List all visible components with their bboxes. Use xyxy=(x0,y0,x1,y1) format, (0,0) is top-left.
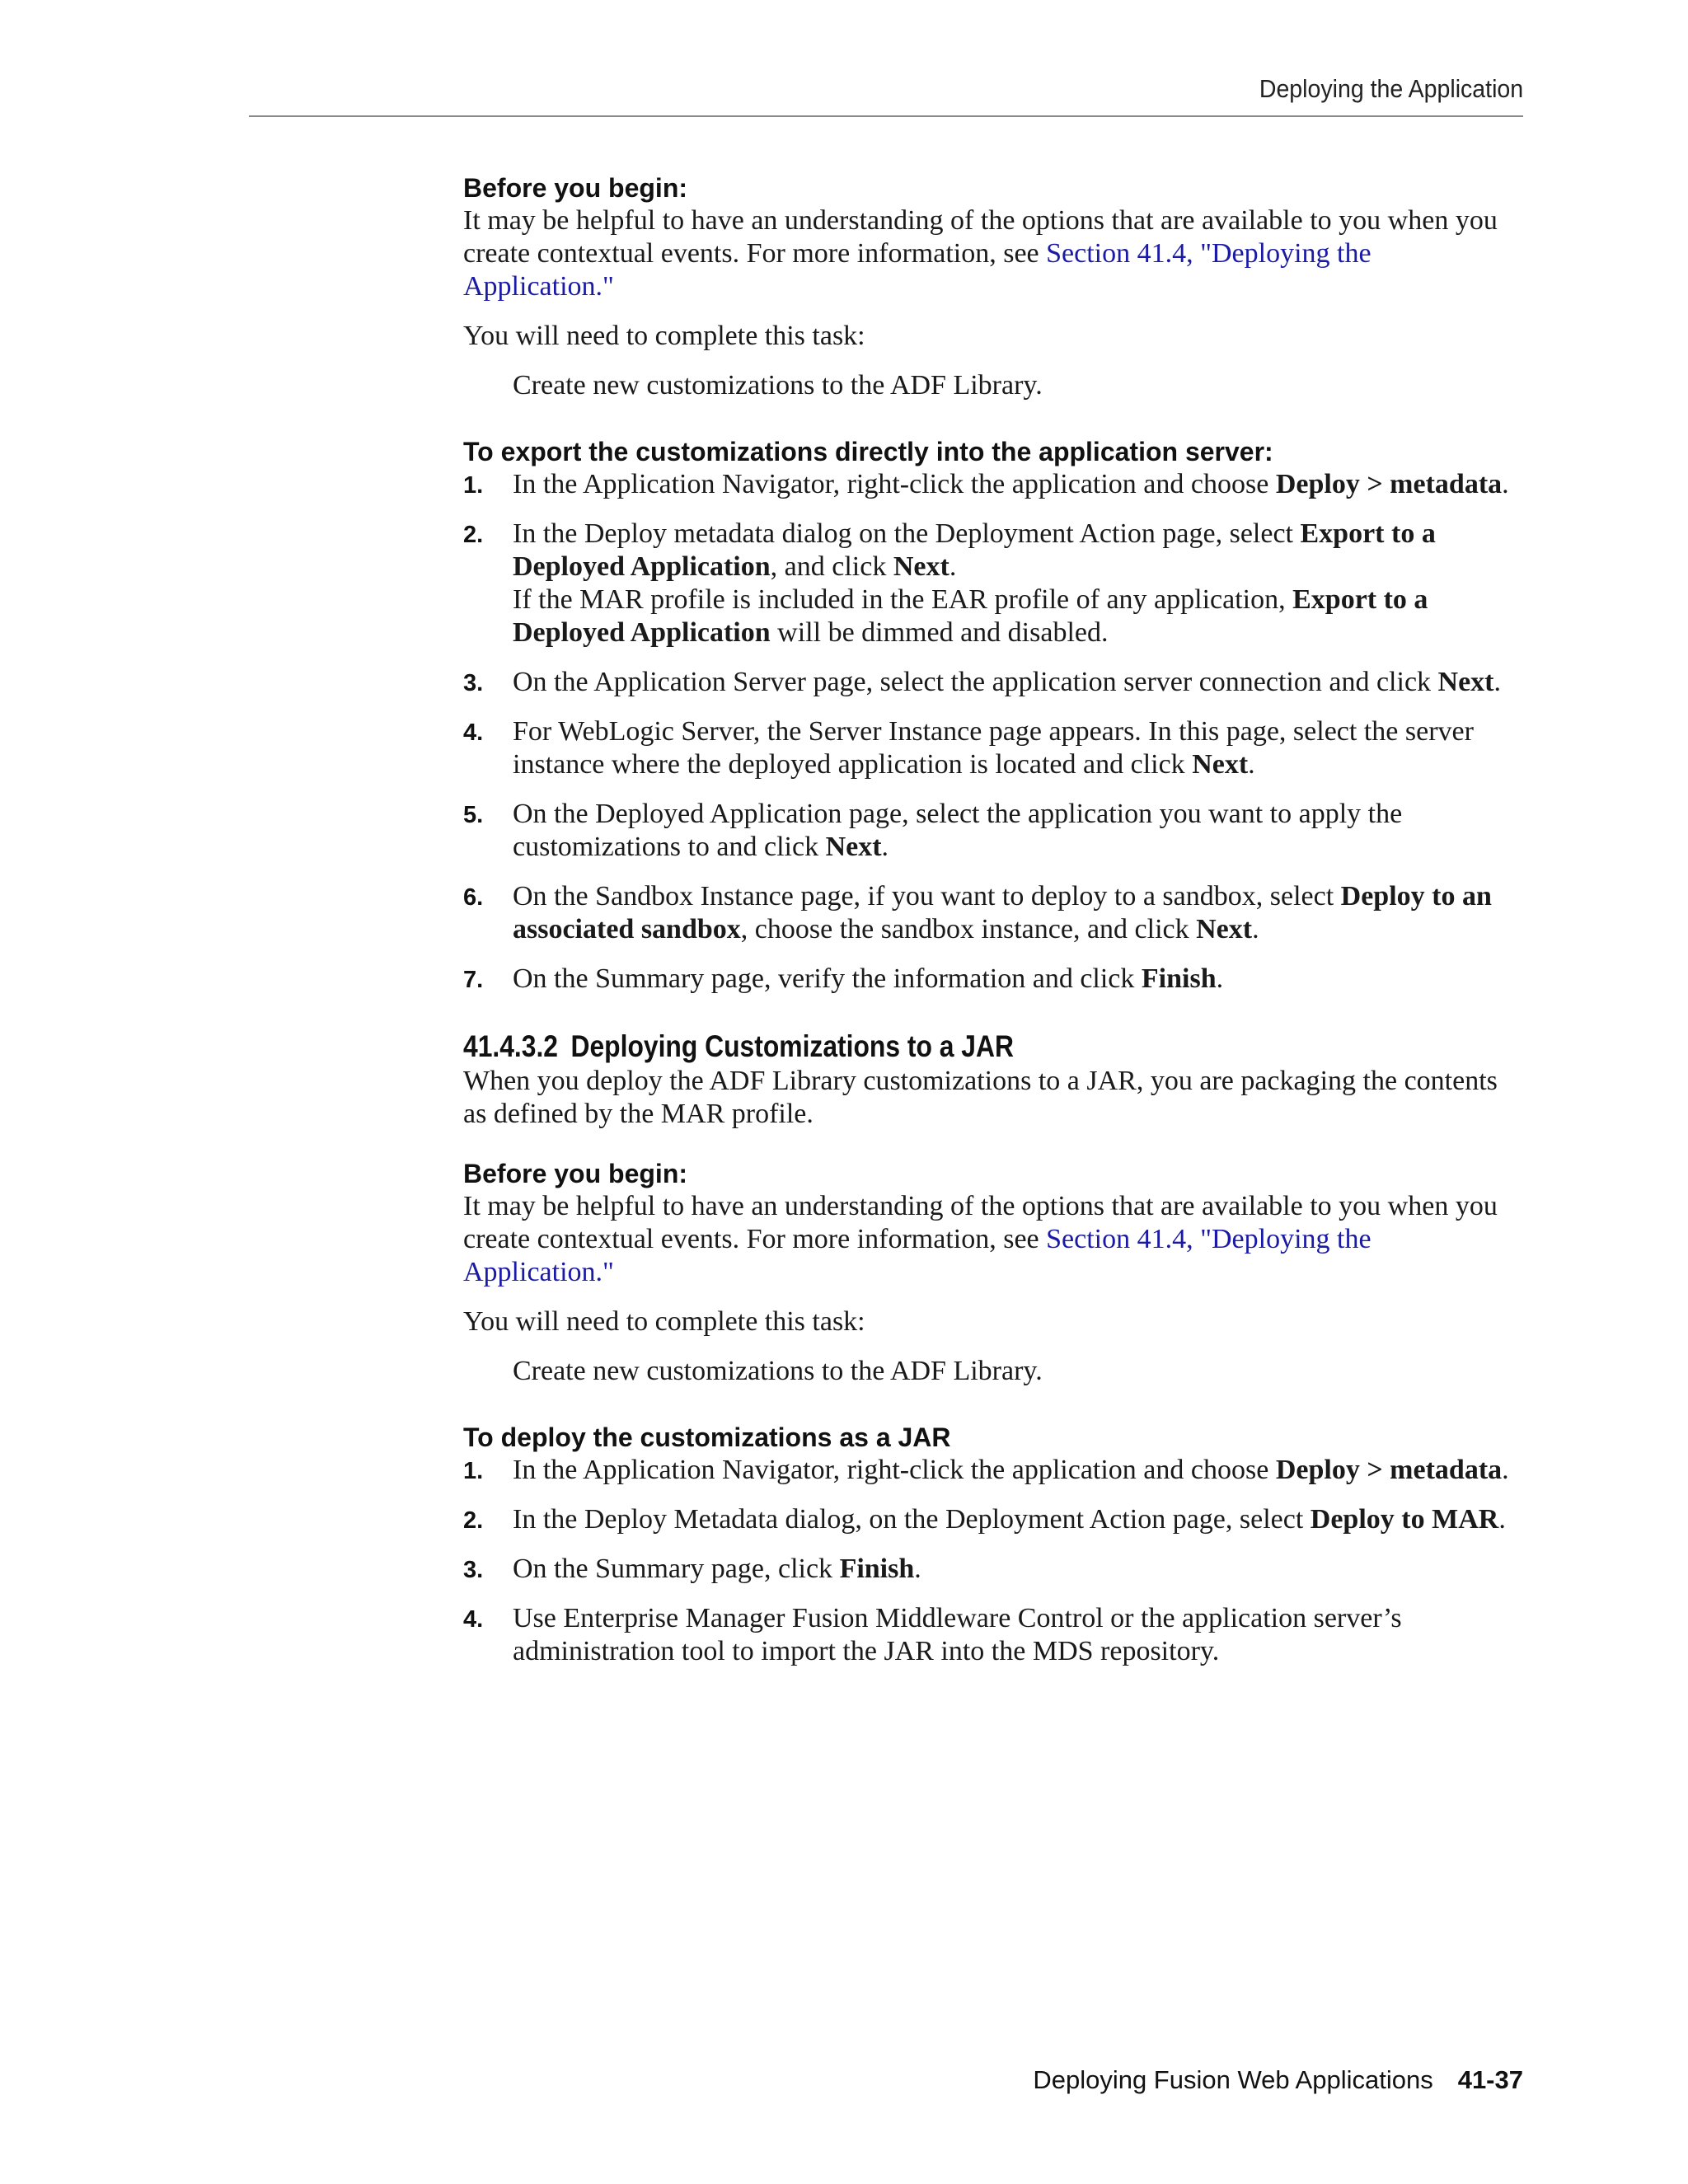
step-text: . xyxy=(1498,1504,1506,1535)
step-text: . xyxy=(1216,963,1224,994)
task-lead: You will need to complete this task: xyxy=(463,321,865,351)
step-text: On the Application Server page, select the application server connection and click xyxy=(513,667,1438,697)
step-ui-term: Finish xyxy=(1141,963,1217,994)
section-number: 41.4.3.2 xyxy=(463,1029,559,1063)
section-title xyxy=(463,1029,1375,1065)
procedure-steps xyxy=(463,468,1523,996)
step-ui-term: Finish xyxy=(839,1554,915,1584)
step-text: Use Enterprise Manager Fusion Middleware Control or the application server’s administration tool to import the JAR into the MDS repository. xyxy=(513,1603,1402,1666)
page-footer xyxy=(1033,2065,1523,2095)
task-item: Create new customizations to the ADF Library. xyxy=(513,370,1043,401)
step-text: . xyxy=(1502,469,1509,499)
procedure-step xyxy=(463,963,1523,996)
step-text: . xyxy=(949,551,957,582)
step-ui-term: Export to a Deployed Application xyxy=(513,518,1436,582)
step-note xyxy=(513,583,1523,649)
note-text: will be dimmed and disabled. xyxy=(770,617,1109,648)
step-text: In the Deploy Metadata dialog, on the Deployment Action page, select xyxy=(513,1504,1311,1535)
procedure-step xyxy=(463,880,1523,946)
step-number: 2. xyxy=(463,522,484,548)
task-item: Create new customizations to the ADF Library. xyxy=(513,1356,1043,1386)
running-header: Deploying the Application xyxy=(1259,74,1523,103)
main-content xyxy=(463,171,1523,1668)
step-number: 4. xyxy=(463,1606,484,1633)
procedure-step xyxy=(463,518,1523,649)
step-number: 1. xyxy=(463,472,484,499)
procedure-step xyxy=(463,715,1523,781)
step-number: 5. xyxy=(463,802,484,828)
step-number: 1. xyxy=(463,1458,484,1484)
header-rule xyxy=(249,115,1523,117)
intro-text: It may be helpful to have an understanding of the options that are available to you when you create contextual events. For more information, see xyxy=(463,205,1498,269)
step-ui-term: Next xyxy=(1437,667,1494,697)
procedure-step xyxy=(463,468,1523,501)
step-text: . xyxy=(881,832,889,862)
step-ui-term: Next xyxy=(1192,749,1249,780)
step-ui-term: Next xyxy=(893,551,950,582)
procedure-step xyxy=(463,1454,1523,1487)
step-text: . xyxy=(1493,667,1501,697)
note-text: If the MAR profile is included in the EAR profile of any application, xyxy=(513,584,1293,615)
step-number: 3. xyxy=(463,670,484,696)
step-ui-term: Deploy to an associated sandbox xyxy=(513,881,1492,944)
step-text: In the Application Navigator, right-click the application and choose xyxy=(513,1455,1276,1485)
step-text: On the Summary page, click xyxy=(513,1554,840,1584)
procedure-heading: To deploy the customizations as a JAR xyxy=(463,1422,951,1452)
intro-paragraph xyxy=(463,1190,1523,1289)
step-ui-term: Deploy > metadata xyxy=(1275,469,1503,499)
procedure-step xyxy=(463,1602,1523,1668)
step-number: 4. xyxy=(463,719,484,746)
step-text: In the Deploy metadata dialog on the Deployment Action page, select xyxy=(513,518,1301,549)
note-ui-term: Export to a Deployed Application xyxy=(513,584,1428,648)
footer-page-number: 41-37 xyxy=(1457,2065,1523,2094)
step-ui-term: Deploy > metadata xyxy=(1275,1455,1503,1485)
before-you-begin-heading: Before you begin: xyxy=(463,1159,688,1188)
step-text: For WebLogic Server, the Server Instance page appears. In this page, select the server instance where the deployed application is located and click xyxy=(513,716,1474,780)
step-text: . xyxy=(914,1554,921,1584)
step-number: 7. xyxy=(463,967,484,993)
step-number: 2. xyxy=(463,1507,484,1534)
step-ui-term: Next xyxy=(1196,914,1253,944)
footer-book-title: Deploying Fusion Web Applications xyxy=(1033,2065,1433,2094)
section-cross-reference-link[interactable]: Section 41.4, "Deploying the Application." xyxy=(463,1224,1372,1287)
section-title-text: Deploying Customizations to a JAR xyxy=(570,1029,1014,1063)
section-intro: When you deploy the ADF Library customizations to a JAR, you are packaging the contents as defined by the MAR profile. xyxy=(463,1066,1498,1129)
before-you-begin-heading: Before you begin: xyxy=(463,173,688,203)
procedure-step xyxy=(463,798,1523,864)
step-text: . xyxy=(1502,1455,1509,1485)
step-text: . xyxy=(1252,914,1259,944)
procedure-step xyxy=(463,1503,1523,1536)
step-number: 6. xyxy=(463,884,484,911)
procedure-steps xyxy=(463,1454,1523,1668)
step-text: , choose the sandbox instance, and click xyxy=(740,914,1197,944)
procedure-heading: To export the customizations directly into the application server: xyxy=(463,437,1273,466)
task-lead: You will need to complete this task: xyxy=(463,1306,865,1337)
step-text: On the Deployed Application page, select the application you want to apply the customizations to and click xyxy=(513,799,1403,862)
step-text: , and click xyxy=(770,551,893,582)
procedure-step xyxy=(463,666,1523,699)
step-number: 3. xyxy=(463,1557,484,1583)
step-text: On the Sandbox Instance page, if you want to deploy to a sandbox, select xyxy=(513,881,1341,912)
section-cross-reference-link[interactable]: Section 41.4, "Deploying the Application." xyxy=(463,238,1372,302)
procedure-step xyxy=(463,1553,1523,1586)
step-ui-term: Deploy to MAR xyxy=(1310,1504,1499,1535)
step-text: In the Application Navigator, right-click the application and choose xyxy=(513,469,1276,499)
step-text: On the Summary page, verify the information and click xyxy=(513,963,1142,994)
intro-paragraph xyxy=(463,204,1523,303)
intro-text: It may be helpful to have an understanding of the options that are available to you when you create contextual events. For more information, see xyxy=(463,1191,1498,1254)
step-ui-term: Next xyxy=(825,832,882,862)
step-text: . xyxy=(1248,749,1255,780)
